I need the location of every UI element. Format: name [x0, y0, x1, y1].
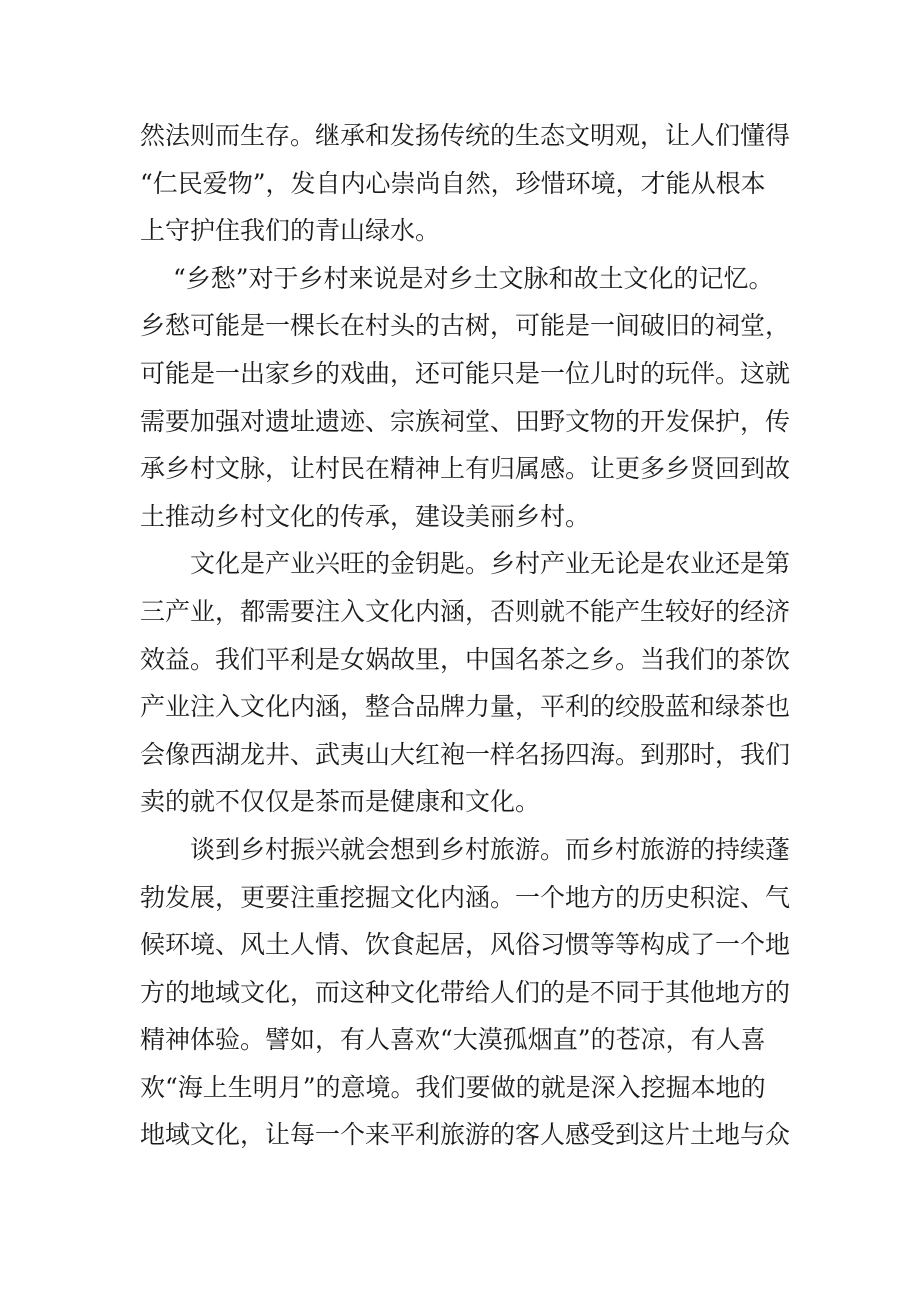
text-line: “仁民爱物”，发自内心崇尚自然，珍惜环境，才能从根本	[140, 168, 766, 198]
text-line: 产业注入文化内涵，整合品牌力量，平利的绞股蓝和绿茶也	[140, 692, 791, 722]
text-line: 效益。我们平利是女娲故里，中国名茶之乡。当我们的茶饮	[140, 644, 791, 674]
body-text	[140, 112, 790, 1159]
text-line: 可能是一出家乡的戏曲，还可能只是一位儿时的玩伴。这就	[140, 358, 791, 388]
text-line: “乡愁”对于乡村来说是对乡土文脉和故土文化的记忆。	[140, 263, 774, 293]
text-line: 卖的就不仅仅是茶而是健康和文化。	[140, 787, 541, 817]
text-line: 候环境、风土人情、饮食起居，风俗习惯等等构成了一个地	[140, 930, 791, 960]
text-line: 需要加强对遗址遗迹、宗族祠堂、田野文物的开发保护，传	[140, 406, 791, 436]
text-line: 上守护住我们的青山绿水。	[140, 216, 441, 246]
text-line: 谈到乡村振兴就会想到乡村旅游。而乡村旅游的持续蓬	[140, 834, 791, 864]
text-line: 文化是产业兴旺的金钥匙。乡村产业无论是农业还是第	[140, 549, 791, 579]
text-line: 地域文化，让每一个来平利旅游的客人感受到这片土地与众	[140, 1120, 791, 1150]
text-line: 欢“海上生明月”的意境。我们要做的就是深入挖掘本地的	[140, 1072, 766, 1102]
text-line: 方的地域文化，而这种文化带给人们的是不同于其他地方的	[140, 977, 791, 1007]
text-line: 承乡村文脉，让村民在精神上有归属感。让更多乡贤回到故	[140, 454, 791, 484]
text-line: 勃发展，更要注重挖掘文化内涵。一个地方的历史积淀、气	[140, 882, 791, 912]
text-line: 精神体验。譬如，有人喜欢“大漠孤烟直”的苍凉，有人喜	[140, 1025, 766, 1055]
text-line: 土推动乡村文化的传承，建设美丽乡村。	[140, 501, 591, 531]
text-line: 然法则而生存。继承和发扬传统的生态文明观，让人们懂得	[140, 121, 791, 150]
text-line: 会像西湖龙井、武夷山大红袍一样名扬四海。到那时，我们	[140, 739, 791, 769]
text-line: 乡愁可能是一棵长在村头的古树，可能是一间破旧的祠堂，	[140, 311, 791, 341]
text-line: 三产业，都需要注入文化内涵，否则就不能产生较好的经济	[140, 596, 791, 626]
